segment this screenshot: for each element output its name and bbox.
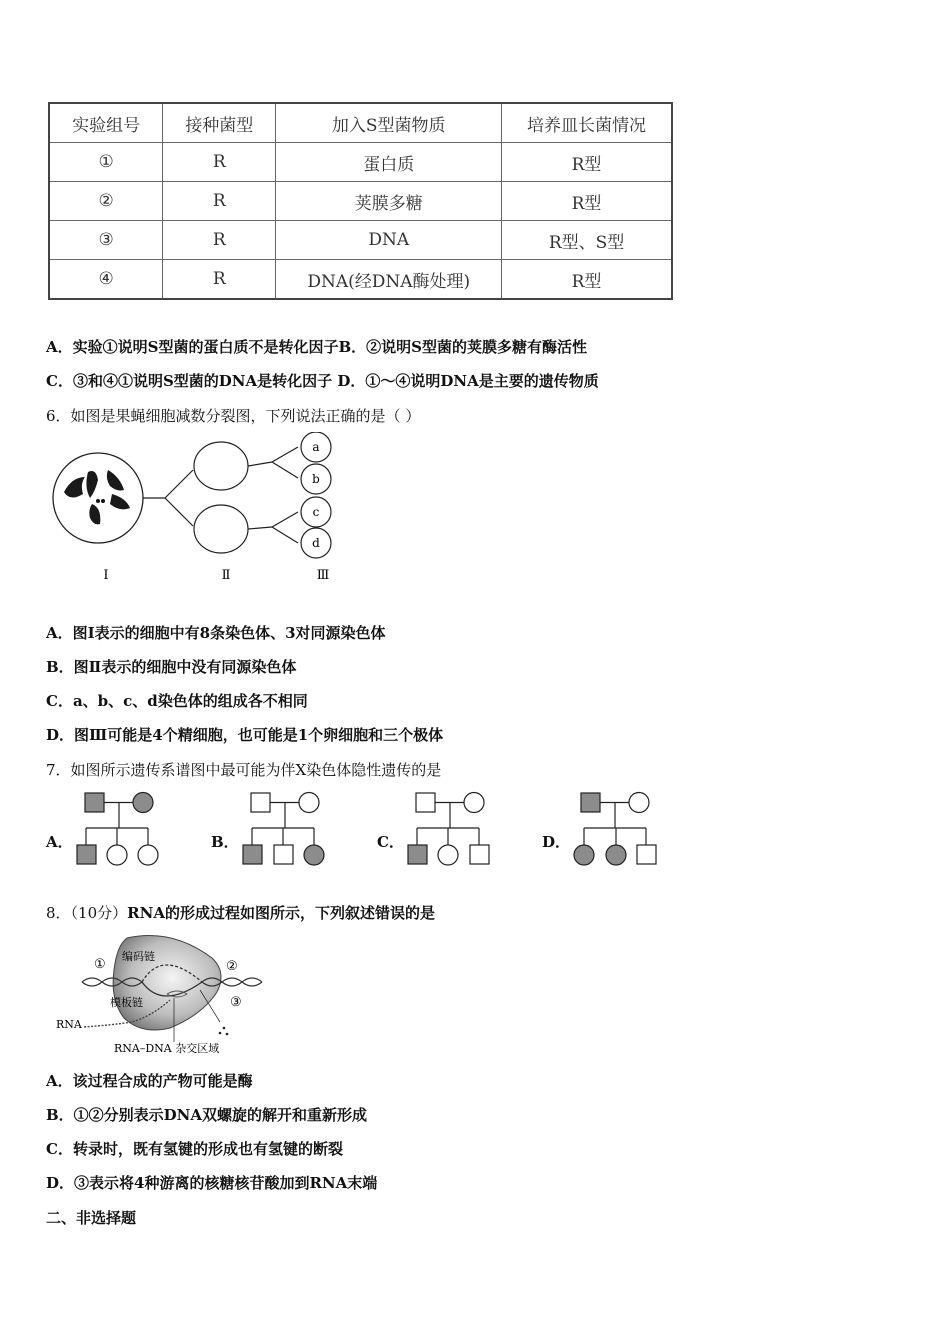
rna-label: RNA xyxy=(56,1018,82,1031)
marker-1: ① xyxy=(94,957,106,972)
table-header-cell: 培养皿长菌情况 xyxy=(502,103,672,143)
q6-option-a: A．图Ⅰ表示的细胞中有8条染色体、3对同源染色体 xyxy=(46,624,386,642)
q8-option-d: D．③表示将4种游离的核糖核苷酸加到RNA末端 xyxy=(46,1174,378,1192)
stage-label-2: Ⅱ xyxy=(221,568,231,583)
hybrid-region-label: RNA–DNA 杂交区域 xyxy=(114,1042,220,1055)
table-cell: DNA xyxy=(276,221,502,260)
label-a: a xyxy=(312,440,320,454)
table-header-cell: 加入S型菌物质 xyxy=(276,103,502,143)
table-row xyxy=(49,182,672,221)
table-cell: 荚膜多糖 xyxy=(276,182,502,221)
coding-strand-label: 编码链 xyxy=(122,950,155,963)
q6-option-c: C．a、b、c、d染色体的组成各不相同 xyxy=(46,692,308,710)
cell-stage-2-bottom xyxy=(194,505,248,553)
experiment-table xyxy=(48,102,673,300)
transcription-diagram xyxy=(52,930,292,1058)
marker-2: ② xyxy=(226,959,238,974)
table-cell: R型 xyxy=(502,143,672,182)
pedigree-c xyxy=(405,790,495,868)
label-c: c xyxy=(312,505,320,519)
q7-option-d-label: D． xyxy=(542,833,571,851)
q6-option-b: B．图Ⅱ表示的细胞中没有同源染色体 xyxy=(46,658,297,676)
section-heading: 二、非选择题 xyxy=(46,1209,137,1227)
q6-stem: 6．如图是果蝇细胞减数分裂图，下列说法正确的是（ ） xyxy=(46,407,421,425)
table-cell: ① xyxy=(49,143,163,182)
q8-stem-prefix: 8．（10分） xyxy=(46,904,128,922)
stage-label-3: Ⅲ xyxy=(316,568,330,583)
meiosis-diagram xyxy=(50,432,350,587)
table-cell: R xyxy=(163,260,276,300)
marker-3: ③ xyxy=(230,995,242,1010)
pedigree-d xyxy=(570,790,660,868)
table-cell: R型 xyxy=(502,260,672,300)
pedigree-a xyxy=(74,790,164,868)
q6-option-d: D．图Ⅲ可能是4个精细胞，也可能是1个卵细胞和三个极体 xyxy=(46,726,444,744)
table-cell: R xyxy=(163,221,276,260)
table-cell: ④ xyxy=(49,260,163,300)
table-cell: 蛋白质 xyxy=(276,143,502,182)
table-header-cell: 实验组号 xyxy=(49,103,163,143)
q7-option-c-label: C． xyxy=(377,833,404,851)
q5-option-cd: C．③和④①说明S型菌的DNA是转化因子 D．①～④说明DNA是主要的遗传物质 xyxy=(46,372,599,390)
q7-stem-text: 7．如图所示遗传系谱图中最可能为伴X染色体隐性遗传的是 xyxy=(46,761,442,779)
q8-option-b: B．①②分别表示DNA双螺旋的解开和重新形成 xyxy=(46,1106,368,1124)
table-cell: DNA(经DNA酶处理) xyxy=(276,260,502,300)
table-row xyxy=(49,260,672,300)
table-header-cell: 接种菌型 xyxy=(163,103,276,143)
table-row xyxy=(49,221,672,260)
stage-label-1: Ⅰ xyxy=(103,568,109,583)
table-cell: R型 xyxy=(502,182,672,221)
table-header-row xyxy=(49,103,672,143)
pedigree-b xyxy=(240,790,330,868)
q7-option-b-label: B． xyxy=(211,833,239,851)
q8-stem-text: RNA的形成过程如图所示，下列叙述错误的是 xyxy=(127,904,435,922)
q7-stem xyxy=(46,759,441,780)
label-d: d xyxy=(312,536,320,550)
table-cell: R xyxy=(163,143,276,182)
table-cell: R型、S型 xyxy=(502,221,672,260)
q8-option-c: C．转录时，既有氢键的形成也有氢键的断裂 xyxy=(46,1140,343,1158)
cell-stage-2-top xyxy=(194,442,248,490)
label-b: b xyxy=(312,472,320,486)
table-cell: R xyxy=(163,182,276,221)
table-row xyxy=(49,143,672,182)
q8-option-a: A．该过程合成的产物可能是酶 xyxy=(46,1072,253,1090)
q7-option-a-label: A． xyxy=(46,833,73,851)
table-cell: ③ xyxy=(49,221,163,260)
q5-option-ab: A．实验①说明S型菌的蛋白质不是转化因子B．②说明S型菌的荚膜多糖有酶活性 xyxy=(46,338,587,356)
template-strand-label: 模板链 xyxy=(110,996,143,1009)
cell-stage-1 xyxy=(53,453,143,543)
table-cell: ② xyxy=(49,182,163,221)
q8-stem xyxy=(46,902,435,923)
